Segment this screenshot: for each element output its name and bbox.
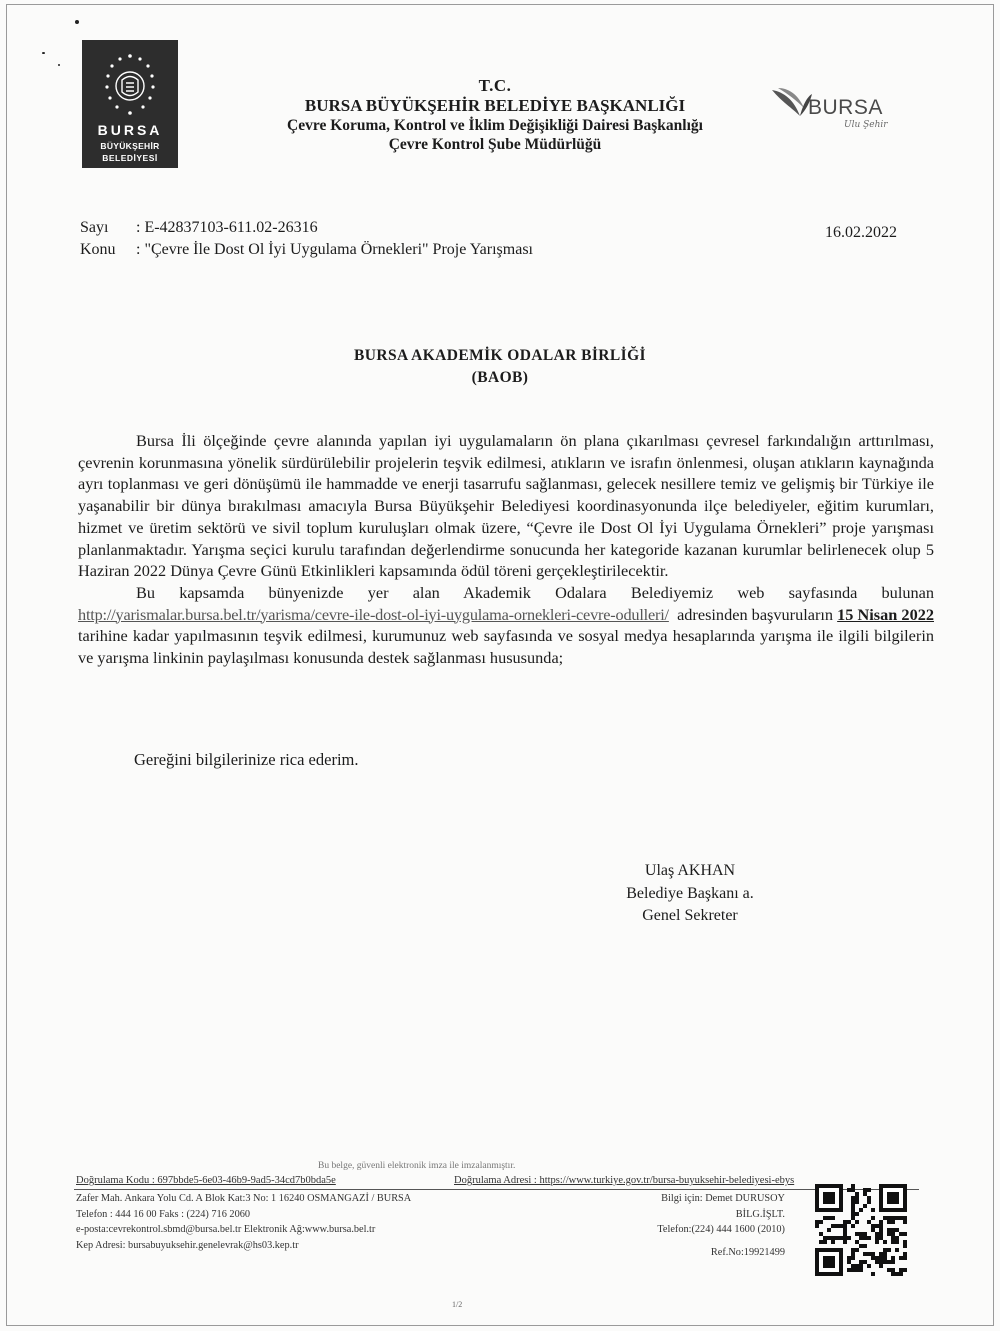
verification-code: Doğrulama Kodu : 697bbde5-6e03-46b9-9ad5-34cd7b0bda5e <box>76 1175 336 1186</box>
sayi-value: : E-42837103-611.02-26316 <box>136 219 318 236</box>
reference-number: Ref.No:19921499 <box>710 1247 785 1258</box>
closing-line: Gereğini bilgilerinize rica ederim. <box>134 750 359 769</box>
konu-row <box>80 239 533 261</box>
paragraph-2 <box>78 582 934 669</box>
scan-speck <box>75 20 79 24</box>
brand-slogan: Ulu Şehir <box>844 120 888 130</box>
competition-link[interactable]: http://yarismalar.bursa.bel.tr/yarisma/cevre-ile-dost-ol-iyi-uygulama-ornekleri-cevre-odulleri/ <box>78 604 669 624</box>
info-title: BİLG.İŞLT. <box>735 1208 785 1220</box>
recipient-name: BURSA AKADEMİK ODALAR BİRLİĞİ <box>354 347 646 364</box>
logo-text-line1: BURSA <box>97 122 163 138</box>
header-tc: T.C. <box>478 76 512 95</box>
document-date: 16.02.2022 <box>825 224 897 241</box>
kep-address: Kep Adresi: bursabuyuksehir.genelevrak@hs03.kep.tr <box>76 1239 299 1251</box>
paragraph-2-end: tarihine kadar yapılmasının teşvik edilmesi, kurumunuz web sayfasında ve sosyal medya hesaplarında yarışma ile ilgili bilgilerin ve yarışma linkinin paylaşılması konusunda destek sağlanması hususunda; <box>78 626 934 668</box>
deadline-date: 15 Nisan 2022 <box>837 604 934 624</box>
page-number: 1/2 <box>452 1300 463 1309</box>
header-branch: Çevre Kontrol Şube Müdürlüğü <box>388 136 602 153</box>
brand-word: BURSA <box>808 96 883 119</box>
sayi-label: Sayı <box>80 219 109 236</box>
paragraph-2-intro: Bu kapsamda bünyenizde yer alan Akademik Odalara Belediyemiz web sayfasında bulunan <box>136 582 934 602</box>
scan-speck <box>58 64 60 66</box>
signer-name: Ulaş AKHAN <box>644 862 736 879</box>
document-meta <box>80 217 533 261</box>
email-web: e-posta:cevrekontrol.sbmd@bursa.bel.tr Elektronik Ağ:www.bursa.bel.tr <box>76 1224 376 1235</box>
phone-fax: Telefon : 444 16 00 Faks : (224) 716 2060 <box>76 1208 251 1220</box>
konu-value: : "Çevre İle Dost Ol İyi Uygulama Örnekleri" Proje Yarışması <box>136 241 533 258</box>
postal-address: Zafer Mah. Ankara Yolu Cd. A Blok Kat:3 No: 1 16240 OSMANGAZİ / BURSA <box>76 1193 412 1204</box>
signer-title: Belediye Başkanı a. <box>626 884 754 902</box>
logo-text-line2: BÜYÜKŞEHİR <box>100 141 160 151</box>
recipient-abbr: (BAOB) <box>471 369 529 386</box>
qr-code-icon[interactable] <box>815 1184 907 1276</box>
paragraph-2-mid: adresinden başvuruların <box>677 604 834 624</box>
signature-block <box>600 860 780 928</box>
footer-divider <box>74 1189 919 1190</box>
letterhead <box>190 76 800 154</box>
signer-position: Genel Sekreter <box>642 907 738 924</box>
info-phone: Telefon:(224) 444 1600 (2010) <box>657 1224 785 1235</box>
header-institution: BURSA BÜYÜKŞEHİR BELEDİYE BAŞKANLIĞI <box>304 96 686 115</box>
recipient <box>250 345 750 389</box>
info-person: Bilgi için: Demet DURUSOY <box>661 1193 785 1204</box>
logo-text-line3: BELEDİYESİ <box>102 153 158 163</box>
header-department: Çevre Koruma, Kontrol ve İklim Değişikliği Dairesi Başkanlığı <box>287 117 703 134</box>
seal-icon <box>102 50 158 118</box>
scan-speck <box>42 52 45 54</box>
paragraph-1: Bursa İli ölçeğinde çevre alanında yapılan iyi uygulamaların ön plana çıkarılması çevresel farkındalığın arttırılması, çevrenin korunmasına yönelik sürdürülebilir projelerin teşvik edilmesi, atıkların ve israfın önlenmesi, oluşan atıkların kaynağında ayrı toplanması ve geri dönüşümü ile hammadde ve enerji tasarrufu sağlanması, gelecek nesillere temiz ve gelişmiş bir Türkiye ile yaşanabilir bir dünya bırakılması amacıyla Bursa Büyükşehir Belediyesi koordinasyonunda ilçe belediyeler, eğitim kurumları, hizmet ve üretim sektörü ve sivil toplum kuruluşları olmak üzere, “Çevre ile Dost Ol İyi Uygulama Örnekleri” proje yarışması planlanmaktadır. Yarışma seçici kurulu tarafından değerlendirme sonucunda her kategoride kazanan kurumlar belirlenecek olup 5 Haziran 2022 Dünya Çevre Günü Etkinlikleri kapsamında ödül töreni gerçekleştirilecektir. <box>78 431 934 581</box>
info-contact <box>600 1191 785 1238</box>
letter-body <box>78 430 934 669</box>
contact-info <box>76 1191 411 1253</box>
e-signature-note: Bu belge, güvenli elektronik imza ile imzalanmıştır. <box>318 1161 516 1171</box>
verification-address[interactable]: Doğrulama Adresi : https://www.turkiye.gov.tr/bursa-buyuksehir-belediyesi-ebys <box>454 1175 795 1186</box>
sayi-row <box>80 217 533 239</box>
municipality-logo <box>82 40 178 168</box>
konu-label: Konu <box>80 241 116 258</box>
